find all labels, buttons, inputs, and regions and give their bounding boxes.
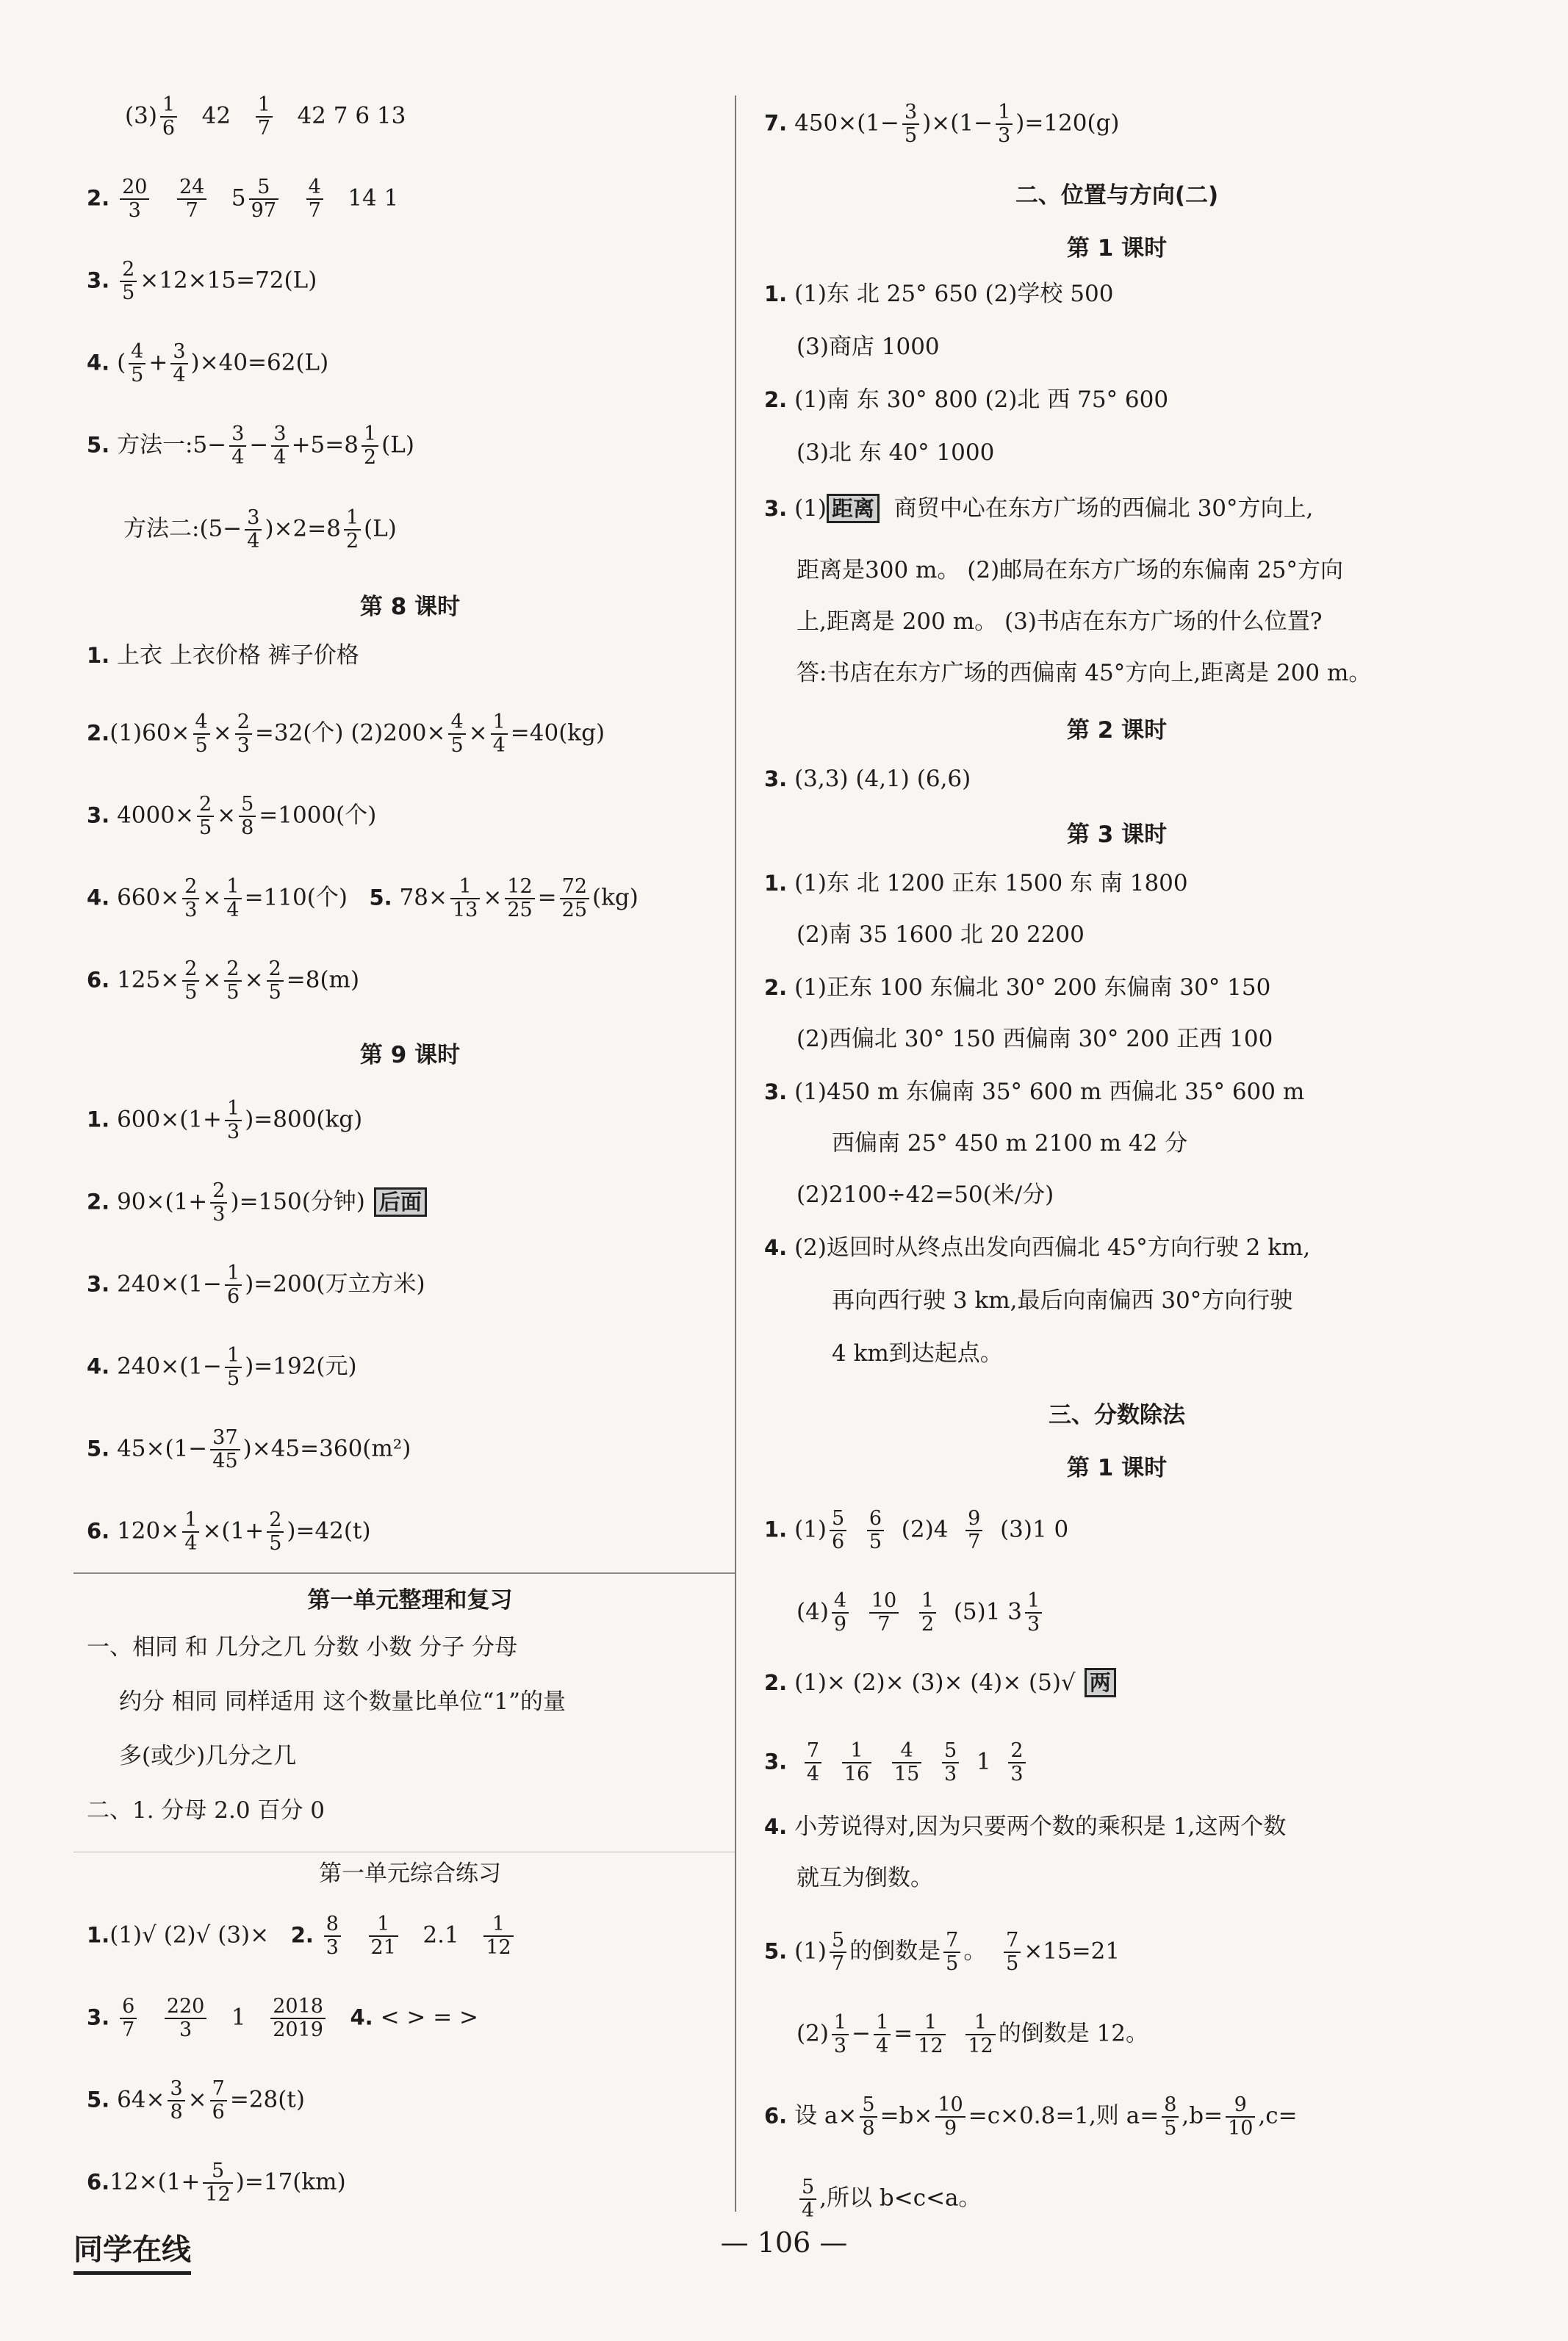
answer-line: 6. 120× $\frac{1}{4}$ ×(1+ $\frac{2}{5}$ )=42(t) [87, 1508, 371, 1555]
answer-line: 3. (3,3) (4,1) (6,6) [764, 766, 971, 792]
answer-line: 3. $\frac{7}{4}$ $\frac{1}{16}$ $\frac{4}{15}$ $\frac{5}{3}$ 1 $\frac{2}{3}$ [764, 1740, 1029, 1786]
answer-line: 4. 小芳说得对,因为只要两个数的乘积是 1,这两个数 [764, 1813, 1287, 1840]
lesson-heading: 第 1 课时 [1066, 235, 1168, 262]
answer-line: (3) $\frac{1}{6}$ 42 $\frac{1}{7}$ 42 7 6 13 [125, 93, 406, 140]
answer-line: 4. ( $\frac{4}{5}$ + $\frac{3}{4}$ )×40=62(L) [87, 340, 329, 386]
answer-line: 方法二:(5− $\frac{3}{4}$ )×2=8 $\frac{1}{2}$ (L) [123, 506, 397, 553]
answer-line: (4) $\frac{4}{9}$ $\frac{10}{7}$ $\frac{1}{2}$ (5)1 3 $\frac{1}{3}$ [796, 1590, 1045, 1636]
answer-line: 4. 240×(1− $\frac{1}{5}$ )=192(元) [87, 1344, 357, 1390]
answer-line: (2) $\frac{1}{3}$ − $\frac{1}{4}$ = $\frac{1}{12}$ $\frac{1}{12}$ 的倒数是 12。 [796, 2011, 1149, 2057]
lesson-heading: 第 9 课时 [359, 1042, 461, 1068]
answer-box: 后面 [374, 1187, 427, 1217]
answer-line: 5. 方法一:5− $\frac{3}{4}$ − $\frac{3}{4}$ +5=8 $\frac{1}{2}$ (L) [87, 422, 414, 469]
review-line: 二、1. 分母 2.0 百分 0 [87, 1797, 326, 1824]
lesson-heading: 第 3 课时 [1066, 821, 1168, 848]
answer-line: 3. $\frac{6}{7}$ $\frac{220}{3}$ 1 $\frac{2018}{2019}$ 4. < > = > [87, 1995, 479, 2041]
answer-line: 1. (1)东 北 25° 650 (2)学校 500 [764, 281, 1114, 307]
lesson-heading: 第 8 课时 [359, 594, 461, 620]
answer-line: 6. 125× $\frac{2}{5}$ × $\frac{2}{5}$ × $\frac{2}{5}$ =8(m) [87, 957, 360, 1004]
answer-line: 5. 64× $\frac{3}{8}$ × $\frac{7}{6}$ =28(t) [87, 2077, 305, 2124]
answer-line: 5. 45×(1− $\frac{37}{45}$ )×45=360(m²) [87, 1426, 411, 1472]
answer-line: $\frac{5}{4}$ ,所以 b<c<a。 [796, 2176, 982, 2222]
answer-line: 3. 240×(1− $\frac{1}{6}$ )=200(万立方米) [87, 1262, 425, 1308]
answer-line: (3)北 东 40° 1000 [796, 439, 995, 466]
answer-line: (2)南 35 1600 北 20 2200 [796, 921, 1085, 948]
answer-box: 两 [1085, 1668, 1116, 1697]
answer-line: 西偏南 25° 450 m 2100 m 42 分 [832, 1130, 1188, 1157]
page-number: — 106 — [720, 2226, 848, 2259]
section-heading: 三、分数除法 [1049, 1402, 1185, 1428]
answer-line: (2)西偏北 30° 150 西偏南 30° 200 正西 100 [796, 1026, 1273, 1052]
brand-logo-text: 同学在线 [73, 2226, 191, 2275]
answer-line: 1. (1) $\frac{5}{6}$ $\frac{6}{5}$ (2)4 $\frac{9}{7}$ (3)1 0 [764, 1507, 1069, 1553]
answer-line: 2. (1)× (2)× (3)× (4)× (5)√ 两 [764, 1668, 1116, 1697]
review-line: 约分 相同 同样适用 这个数量比单位“1”的量 [119, 1689, 566, 1715]
answer-line: 2. 90×(1+ $\frac{2}{3}$ )=150(分钟) 后面 [87, 1180, 427, 1226]
answer-line: 4. (2)返回时从终点出发向西偏北 45°方向行驶 2 km, [764, 1234, 1311, 1261]
answer-line: 4. 660× $\frac{2}{3}$ × $\frac{1}{4}$ =110(个) 5. 78× $\frac{1}{13}$ × $\frac{12}{25}$ = $\frac{72}{25}$ (kg) [87, 875, 639, 921]
answer-line: 答:书店在东方广场的西偏南 45°方向上,距离是 200 m。 [796, 660, 1372, 686]
answer-line: 2. (1)南 东 30° 800 (2)北 西 75° 600 [764, 386, 1169, 413]
section-heading: 第一单元整理和复习 [307, 1587, 513, 1614]
answer-line: 2. $\frac{20}{3}$ $\frac{24}{7}$ 5 $\frac{5}{97}$ $\frac{4}{7}$ 14 1 [87, 176, 399, 222]
answer-line: 3. $\frac{2}{5}$ ×12×15=72(L) [87, 258, 317, 304]
answer-line: 1.(1)√ (2)√ (3)× 2. $\frac{8}{3}$ $\frac{1}{21}$ 2.1 $\frac{1}{12}$ [87, 1913, 517, 1959]
answer-line: 3. 4000× $\frac{2}{5}$ × $\frac{5}{8}$ =1000(个) [87, 793, 377, 839]
section-divider [73, 1572, 735, 1574]
answer-line: 6. 设 a× $\frac{5}{8}$ =b× $\frac{10}{9}$ =c×0.8=1,则 a= $\frac{8}{5}$ ,b= $\frac{9}{10}$ ,c= [764, 2093, 1298, 2140]
answer-line: 2. (1)正东 100 东偏北 30° 200 东偏南 30° 150 [764, 974, 1271, 1001]
section-heading: 二、位置与方向(二) [1015, 182, 1219, 209]
answer-box: 距离 [827, 494, 880, 523]
answer-line: 6.12×(1+ $\frac{5}{12}$ )=17(km) [87, 2160, 346, 2206]
answer-line: (3)商店 1000 [796, 334, 940, 360]
answer-line: 7. 450×(1− $\frac{3}{5}$ )×(1− $\frac{1}{3}$ )=120(g) [764, 101, 1120, 147]
answer-line: 就互为倒数。 [796, 1865, 933, 1891]
answer-line: 再向西行驶 3 km,最后向南偏西 30°方向行驶 [832, 1287, 1293, 1314]
answer-line: (2)2100÷42=50(米/分) [796, 1182, 1054, 1208]
answer-line: 上,距离是 200 m。 (3)书店在东方广场的什么位置? [796, 608, 1323, 635]
answer-line: 4 km到达起点。 [832, 1340, 1003, 1367]
answer-line: 1. 600×(1+ $\frac{1}{3}$ )=800(kg) [87, 1097, 363, 1143]
review-line: 多(或少)几分之几 [119, 1743, 297, 1769]
column-divider [735, 96, 736, 2212]
review-line: 一、相同 和 几分之几 分数 小数 分子 分母 [87, 1634, 518, 1661]
lesson-heading: 第 1 课时 [1066, 1455, 1168, 1481]
answer-line: 距离是300 m。 (2)邮局在东方广场的东偏南 25°方向 [796, 557, 1343, 583]
section-heading: 第一单元综合练习 [319, 1860, 501, 1887]
answer-line: 3. (1)450 m 东偏南 35° 600 m 西偏北 35° 600 m [764, 1079, 1305, 1105]
lesson-heading: 第 2 课时 [1066, 717, 1168, 744]
answer-line: 1. (1)东 北 1200 正东 1500 东 南 1800 [764, 870, 1188, 896]
answer-line: 2.(1)60× $\frac{4}{5}$ × $\frac{2}{3}$ =32(个) (2)200× $\frac{4}{5}$ × $\frac{1}{4}$ =40(kg) [87, 711, 605, 757]
answer-line: 5. (1) $\frac{5}{7}$ 的倒数是 $\frac{7}{5}$ 。 $\frac{7}{5}$ ×15=21 [764, 1929, 1121, 1975]
answer-line: 1. 上衣 上衣价格 裤子价格 [87, 642, 359, 669]
answer-line: 3. (1) 距离 商贸中心在东方广场的西偏北 30°方向上, [764, 495, 1314, 522]
